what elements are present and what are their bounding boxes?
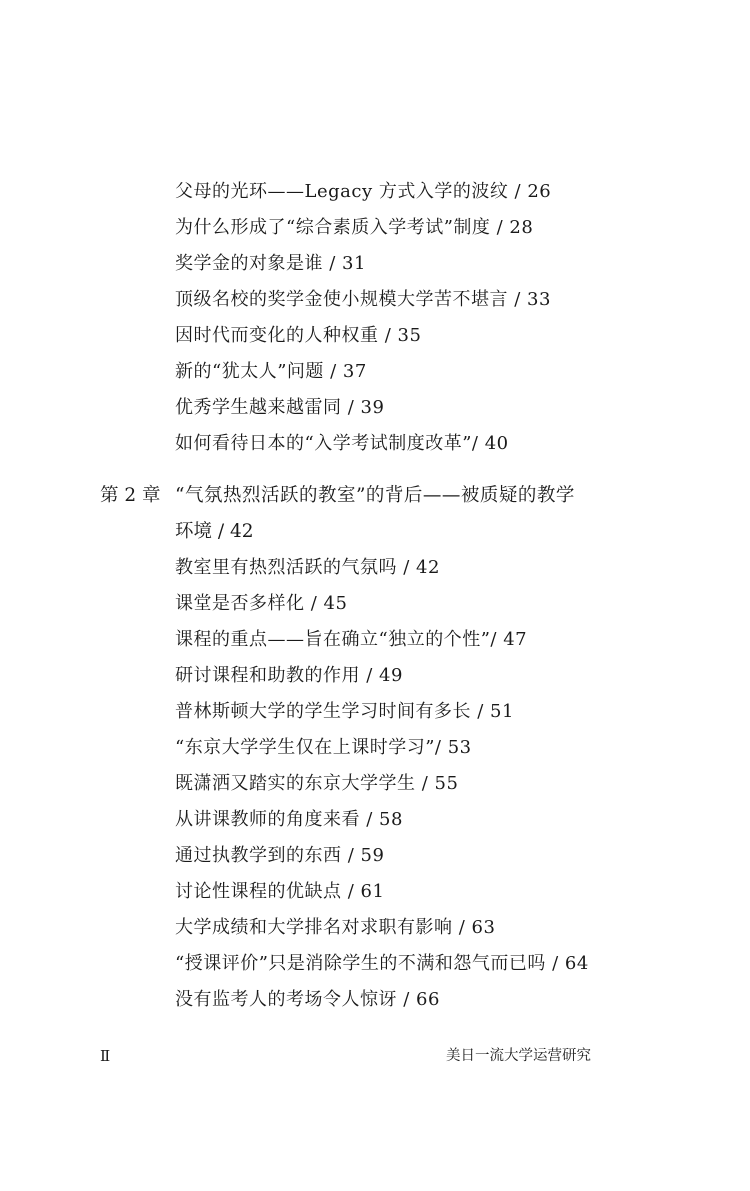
toc-entry: “东京大学学生仅在上课时学习”/ 53 [175, 737, 472, 758]
toc-entry: 通过执教学到的东西 / 59 [175, 845, 385, 866]
toc-entry: 顶级名校的奖学金使小规模大学苦不堪言 / 33 [175, 289, 551, 310]
toc-entry: 从讲课教师的角度来看 / 58 [175, 809, 403, 830]
toc-entry: 普林斯顿大学的学生学习时间有多长 / 51 [175, 701, 514, 722]
toc-entry: 优秀学生越来越雷同 / 39 [175, 397, 385, 418]
toc-entry: 为什么形成了“综合素质入学考试”制度 / 28 [175, 217, 534, 238]
page-number: Ⅱ [100, 1047, 111, 1065]
toc-entry: 没有监考人的考场令人惊讶 / 66 [175, 989, 440, 1010]
toc-entry: 研讨课程和助教的作用 / 49 [175, 665, 403, 686]
chapter-title-line2: 环境 / 42 [175, 521, 254, 542]
toc-entry: 讨论性课程的优缺点 / 61 [175, 881, 385, 902]
toc-entry: 教室里有热烈活跃的气氛吗 / 42 [175, 557, 440, 578]
toc-entry: “授课评价”只是消除学生的不满和怨气而已吗 / 64 [175, 953, 589, 974]
toc-entry: 课程的重点——旨在确立“独立的个性”/ 47 [175, 629, 528, 650]
toc-entry: 奖学金的对象是谁 / 31 [175, 253, 366, 274]
toc-entry: 课堂是否多样化 / 45 [175, 593, 348, 614]
toc-entry: 大学成绩和大学排名对求职有影响 / 63 [175, 917, 496, 938]
chapter-label: 第 2 章 [100, 485, 161, 506]
book-title: 美日一流大学运营研究 [446, 1048, 591, 1064]
toc-entry: 因时代而变化的人种权重 / 35 [175, 325, 422, 346]
toc-entry: 如何看待日本的“入学考试制度改革”/ 40 [175, 433, 509, 454]
toc-entry: 既潇洒又踏实的东京大学学生 / 55 [175, 773, 459, 794]
chapter-title-line1: “气氛热烈活跃的教室”的背后——被质疑的教学 [175, 485, 575, 506]
toc-entry: 新的“犹太人”问题 / 37 [175, 361, 367, 382]
toc-entry: 父母的光环——Legacy 方式入学的波纹 / 26 [175, 181, 552, 202]
